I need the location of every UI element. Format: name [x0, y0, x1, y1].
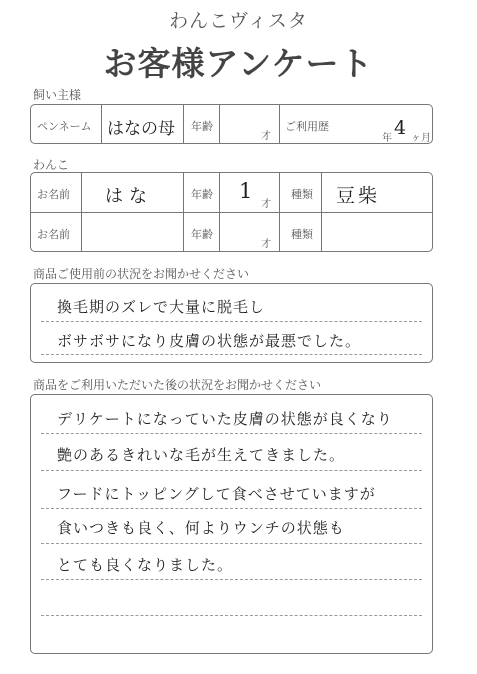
dog1-name-label: お名前 — [37, 188, 70, 201]
after-line-3: フードにトッピングして食べさせていますが — [57, 485, 376, 503]
owner-info-box — [30, 104, 433, 144]
dog2-name-label: お名前 — [37, 228, 70, 241]
after-answer-box — [30, 394, 433, 654]
before-answer-box — [30, 283, 433, 363]
dog1-age-value: 1 — [239, 179, 253, 203]
usage-year-unit: 年 — [382, 133, 392, 144]
after-section-label: 商品をご利用いただいた後の状況をお聞かせください — [33, 378, 322, 392]
dog1-age-unit: 才 — [261, 199, 271, 210]
after-line-4: 食いつきも良く、何よりウンチの状態も — [57, 519, 345, 537]
penname-label: ペンネーム — [37, 120, 92, 133]
owner-section-label: 飼い主様 — [33, 88, 82, 102]
owner-age-label: 年齢 — [191, 120, 213, 133]
page-title: お客様アンケート — [103, 44, 374, 83]
dog2-age-unit: 才 — [261, 239, 271, 250]
after-line-2: 艶のあるきれいな毛が生えてきました。 — [57, 446, 346, 464]
penname-value: はなの母 — [107, 119, 175, 139]
after-line-1: デリケートになっていた皮膚の状態が良くなり — [57, 410, 393, 428]
usage-years-value: 4 — [394, 117, 407, 139]
dog1-breed-value: 豆柴 — [336, 185, 381, 207]
usage-month-unit: ヶ月 — [411, 133, 431, 144]
owner-age-unit: 才 — [261, 131, 271, 142]
before-section-label: 商品ご使用前の状況をお聞かせください — [33, 267, 250, 281]
before-line-2: ボサボサになり皮膚の状態が最悪でした。 — [57, 332, 362, 350]
dog1-name-value: はな — [105, 186, 153, 207]
dog2-breed-label: 種類 — [291, 228, 313, 241]
dog1-breed-label: 種類 — [291, 188, 313, 201]
brand-name: わんこヴィスタ — [169, 10, 308, 32]
dog-section-label: わんこ — [33, 158, 70, 172]
after-line-5: とても良くなりました。 — [57, 556, 234, 574]
dog-info-box — [30, 172, 433, 252]
dog1-age-label: 年齢 — [191, 188, 213, 201]
usage-label: ご利用歴 — [285, 120, 329, 133]
dog2-age-label: 年齢 — [191, 228, 213, 241]
before-line-1: 換毛期のズレで大量に脱毛し — [57, 298, 266, 316]
